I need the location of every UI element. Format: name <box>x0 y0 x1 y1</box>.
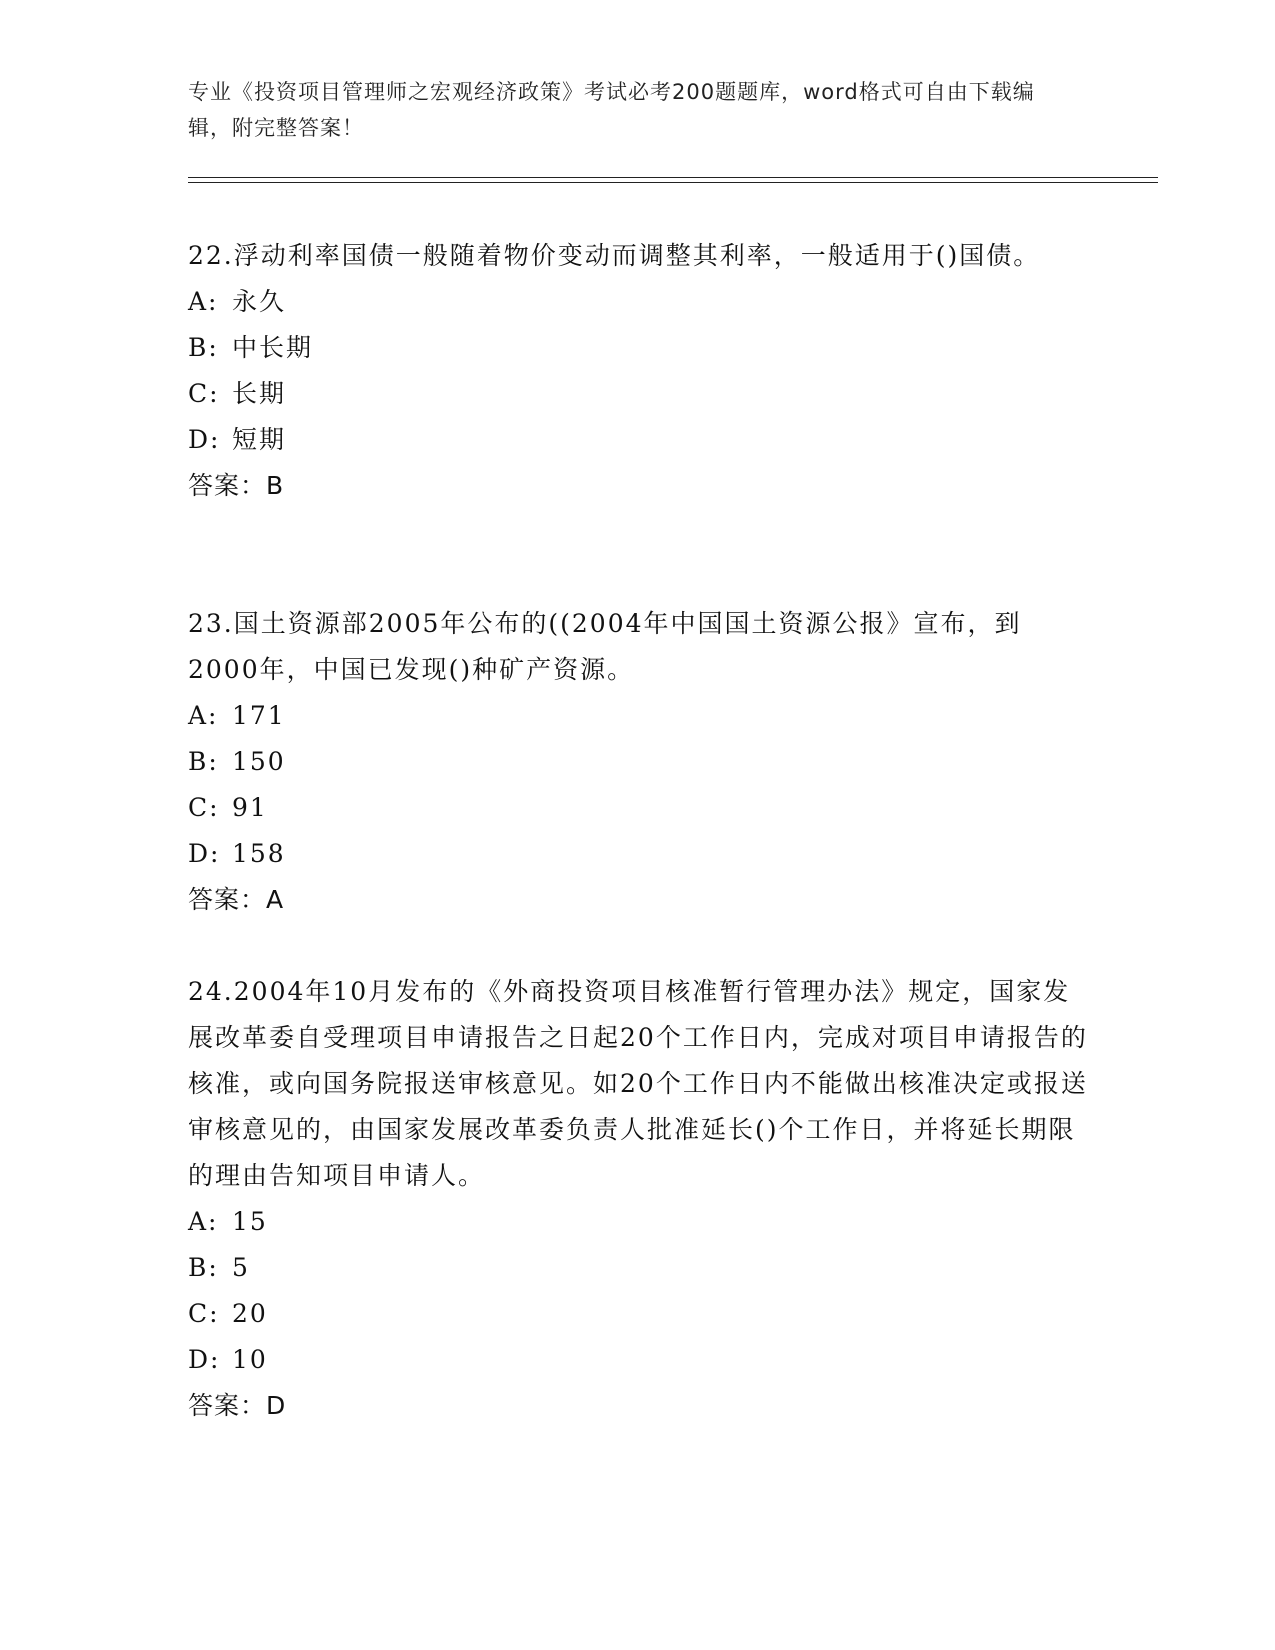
option-text: 150 <box>232 747 286 776</box>
option-key: B: <box>188 333 219 362</box>
answer-line: 答案：A <box>188 885 285 914</box>
header-divider-top <box>188 177 1158 178</box>
question-22 <box>188 233 1088 509</box>
option-key: A: <box>188 287 219 316</box>
option-key: D: <box>188 839 221 868</box>
option-c <box>188 371 1088 417</box>
option-b <box>188 1245 1088 1291</box>
option-a <box>188 1199 1088 1245</box>
option-a <box>188 693 1088 739</box>
answer-line: 答案：B <box>188 471 285 500</box>
option-d <box>188 417 1088 463</box>
option-key: B: <box>188 747 219 776</box>
question-stem: 23.国土资源部2005年公布的((2004年中国国土资源公报》宣布，到2000年，中国已发现()种矿产资源。 <box>188 609 1022 684</box>
option-text: 短期 <box>232 425 287 454</box>
option-key: B: <box>188 1253 219 1282</box>
option-b <box>188 325 1088 371</box>
option-text: 20 <box>232 1299 268 1328</box>
option-text: 15 <box>232 1207 268 1236</box>
option-text: 10 <box>232 1345 268 1374</box>
answer-line: 答案：D <box>188 1391 287 1420</box>
option-key: A: <box>188 701 219 730</box>
option-c <box>188 1291 1088 1337</box>
question-stem: 24.2004年10月发布的《外商投资项目核准暂行管理办法》规定，国家发展改革委自受理项目申请报告之日起20个工作日内，完成对项目申请报告的核准，或向国务院报送审核意见。如20个工作日内不能做出核准决定或报送审核意见的，由国家发展改革委负责人批准延长()个工作日，并将延长期限的理由告知项目申请人。 <box>188 977 1088 1190</box>
question-24 <box>188 969 1088 1429</box>
option-key: C: <box>188 793 220 822</box>
option-key: D: <box>188 425 221 454</box>
document-header: 专业《投资项目管理师之宏观经济政策》考试必考200题题库，word格式可自由下载编辑，附完整答案！ <box>188 80 1035 140</box>
question-stem: 22.浮动利率国债一般随着物价变动而调整其利率，一般适用于()国债。 <box>188 241 1041 270</box>
option-a <box>188 279 1088 325</box>
header-divider-bottom <box>188 182 1158 183</box>
option-c <box>188 785 1088 831</box>
option-d <box>188 1337 1088 1383</box>
option-d <box>188 831 1088 877</box>
option-key: C: <box>188 1299 220 1328</box>
option-key: D: <box>188 1345 221 1374</box>
option-text: 171 <box>232 701 286 730</box>
option-text: 永久 <box>232 287 287 316</box>
option-text: 158 <box>232 839 286 868</box>
option-key: A: <box>188 1207 219 1236</box>
option-b <box>188 739 1088 785</box>
option-text: 5 <box>232 1253 250 1282</box>
option-text: 长期 <box>232 379 287 408</box>
option-text: 91 <box>232 793 268 822</box>
option-key: C: <box>188 379 220 408</box>
option-text: 中长期 <box>232 333 314 362</box>
question-23 <box>188 601 1088 923</box>
